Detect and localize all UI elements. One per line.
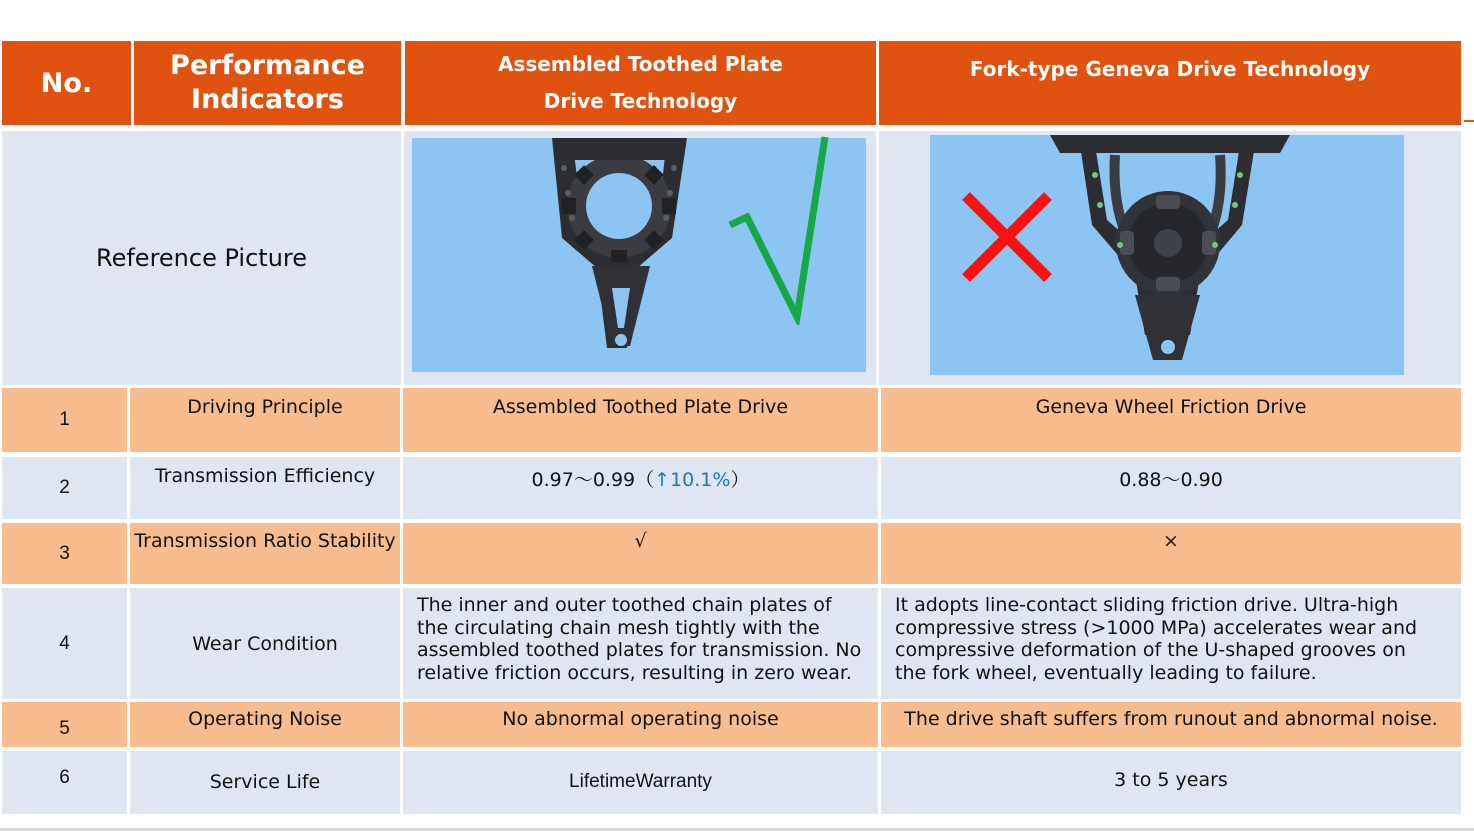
row-2-col-b: 0.88～0.90: [881, 457, 1461, 519]
row-6-col-b: 3 to 5 years: [881, 751, 1461, 814]
row-4-indicator: Wear Condition: [130, 588, 400, 699]
row-5-indicator: Operating Noise: [130, 702, 400, 747]
header-fork-type-geneva: Fork-type Geneva Drive Technology: [879, 41, 1461, 125]
header-assembled-toothed-plate: Assembled Toothed Plate Drive Technology: [405, 41, 876, 125]
row-5-number: 5: [2, 702, 127, 747]
row-6-number: 6: [2, 751, 127, 814]
row-3-number: 3: [2, 523, 127, 584]
header-no: No.: [2, 41, 131, 125]
row-2-number: 2: [2, 457, 127, 519]
row-4-col-a: The inner and outer toothed chain plates of the circulating chain mesh tightly with the assembled toothed plates for transmission. No relative friction occurs, resulting in zero wear.: [403, 588, 878, 699]
row-1-col-a: Assembled Toothed Plate Drive: [403, 388, 878, 452]
row-6-col-a: LifetimeWarranty: [403, 751, 878, 814]
row-2-col-a: [403, 457, 878, 519]
row-4-number: 4: [2, 588, 127, 699]
row-3-col-b: ×: [881, 523, 1461, 584]
efficiency-close-paren: ）: [730, 469, 750, 491]
reference-label-cell: [2, 131, 401, 385]
header-performance-indicators: Performance Indicators: [134, 41, 401, 125]
row-4-col-b: It adopts line-contact sliding friction drive. Ultra-high compressive stress (>1000 MPa) accelerates wear and compressive deformation of the U-shaped grooves on the fork wheel, eventually leading to failure.: [881, 588, 1461, 699]
row-2-indicator: Transmission Efficiency: [130, 457, 400, 519]
row-5-col-a: No abnormal operating noise: [403, 702, 878, 747]
row-3-indicator: Transmission Ratio Stability: [130, 523, 400, 584]
row-1-number: 1: [2, 388, 127, 452]
row-3-col-a: √: [403, 523, 878, 584]
row-1-indicator: Driving Principle: [130, 388, 400, 452]
efficiency-range-a: 0.97～0.99（: [531, 469, 655, 491]
reference-picture-label: Reference Picture: [95, 244, 308, 272]
cross-mark-icon: [958, 190, 1054, 286]
row-1-col-b: Geneva Wheel Friction Drive: [881, 388, 1461, 452]
efficiency-gain: ↑10.1%: [654, 469, 731, 491]
row-6-indicator: Service Life: [130, 751, 400, 814]
check-mark-icon: [725, 135, 835, 325]
row-5-col-b: The drive shaft suffers from runout and abnormal noise.: [881, 702, 1461, 747]
header-edge-mark: [1464, 120, 1474, 122]
